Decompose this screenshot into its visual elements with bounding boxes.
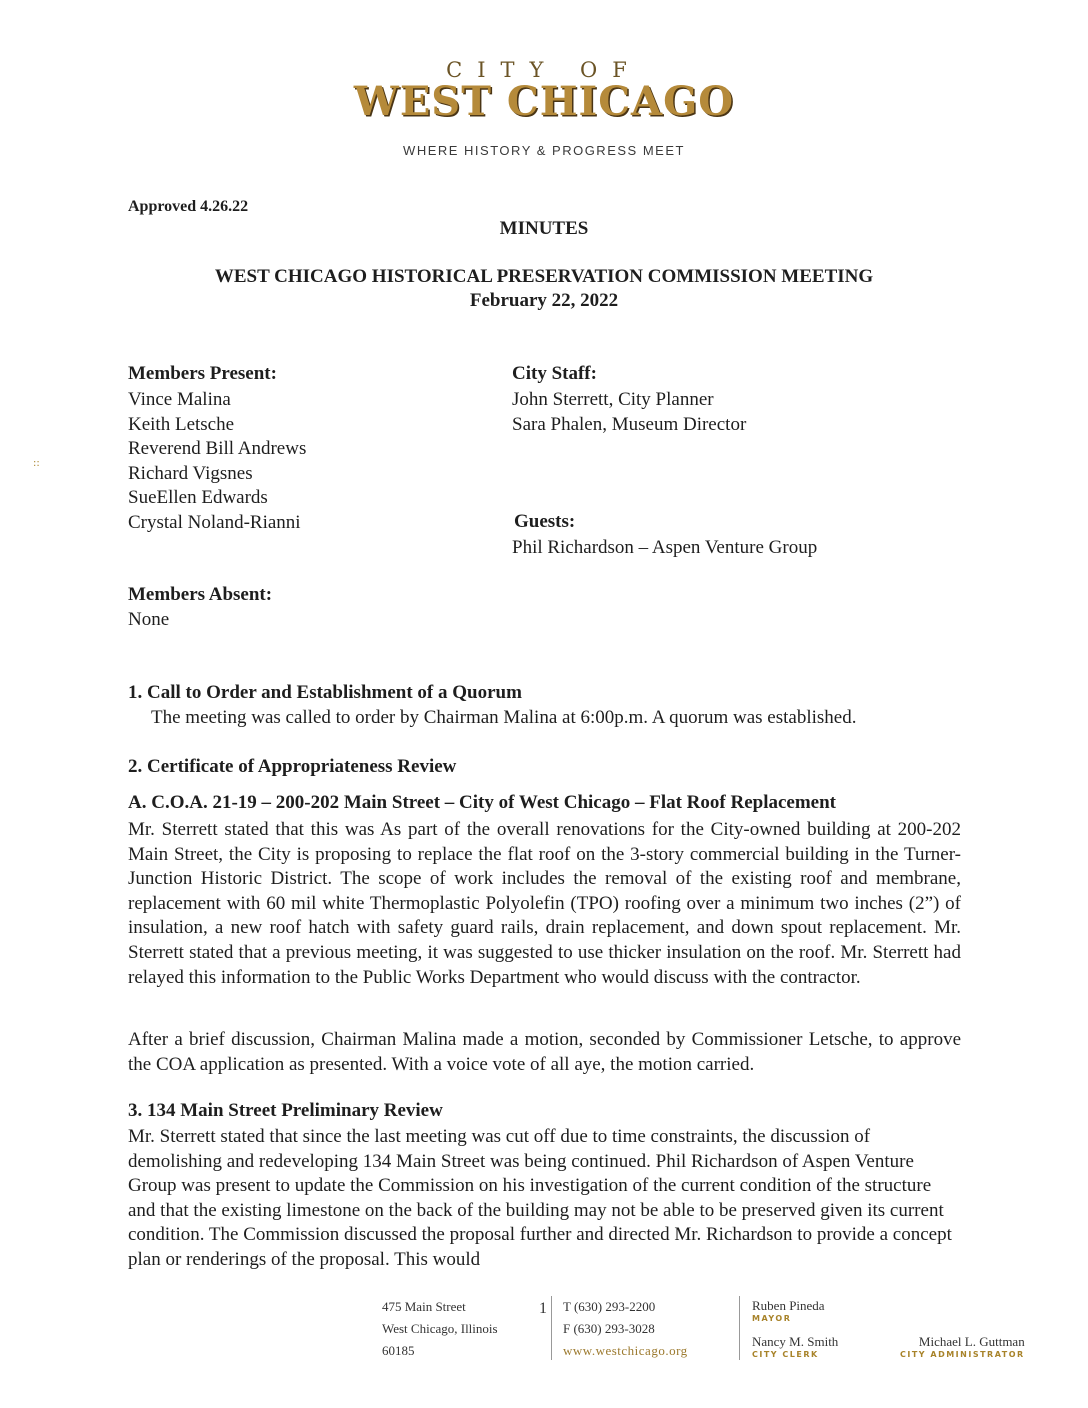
guests-heading: Guests:: [514, 511, 576, 532]
list-item: SueEllen Edwards: [128, 487, 268, 509]
logo-city-of: CITY OF: [446, 58, 642, 82]
page-number: 1: [539, 1300, 547, 1317]
footer-fax: F (630) 293-3028: [563, 1321, 655, 1336]
logo-city-name: WEST CHICAGO: [353, 78, 735, 125]
guests-list: [512, 536, 817, 561]
document-title: MINUTES: [499, 218, 589, 239]
administrator-role: CITY ADMINISTRATOR: [900, 1350, 1025, 1359]
tagline: WHERE HISTORY & PROGRESS MEET: [403, 143, 685, 158]
footer-address-line: 475 Main Street: [382, 1299, 466, 1314]
members-absent-heading: Members Absent:: [128, 584, 273, 605]
mayor-role: MAYOR: [752, 1314, 792, 1323]
meeting-title: WEST CHICAGO HISTORICAL PRESERVATION COMMISSION MEETING: [214, 266, 874, 287]
clerk-role: CITY CLERK: [752, 1350, 819, 1359]
list-item: Phil Richardson – Aspen Venture Group: [512, 537, 818, 558]
section-1-heading: 1. Call to Order and Establishment of a Quorum: [128, 682, 522, 703]
city-staff-list: [512, 388, 746, 437]
footer-contact: [563, 1296, 688, 1362]
city-staff-heading: City Staff:: [512, 363, 597, 384]
clerk-name: Nancy M. Smith: [752, 1334, 839, 1349]
list-item: Sara Phalen, Museum Director: [512, 413, 747, 435]
members-present-heading: Members Present:: [128, 363, 277, 384]
mayor-name: Ruben Pineda: [752, 1298, 825, 1313]
footer-address-line: 60185: [382, 1343, 415, 1358]
section-3-paragraph-1: Mr. Sterrett stated that since the last meeting was cut off due to time constraints, the discussion of demolishing and redeveloping 134 Main Street was being continued. Phil Richardson of Aspen Venture Group was present to update the Commission on his investigation of the current condition of the structure and that the existing limestone on the back of the building may not be able to be preserved given its current condition. The Commission discussed the proposal further and directed Mr. Richardson to provide a concept plan or renderings of the proposal. This would: [128, 1126, 952, 1270]
section-3-heading: 3. 134 Main Street Preliminary Review: [128, 1100, 443, 1121]
margin-marker: ::: [33, 458, 40, 469]
footer-mayor: [752, 1298, 825, 1323]
list-item: Crystal Noland-Rianni: [128, 511, 301, 533]
list-item: Richard Vigsnes: [128, 462, 253, 484]
footer-website-link[interactable]: www.westchicago.org: [563, 1343, 688, 1358]
approved-date: Approved 4.26.22: [128, 198, 249, 215]
section-1-text: The meeting was called to order by Chairman Malina at 6:00p.m. A quorum was established.: [151, 707, 857, 728]
section-2a-paragraph-2: After a brief discussion, Chairman Malina made a motion, seconded by Commissioner Letsche, to approve the COA application as presented. With a voice vote of all aye, the motion carried.: [128, 1029, 961, 1075]
section-2a-paragraph-1: Mr. Sterrett stated that this was As part of the overall renovations for the City-owned building at 200-202 Main Street, the City is proposing to replace the flat roof on the 3-story commercial building in the Turner-Junction Historic District. The scope of work includes the removal of the existing roof and membrane, replacement with 60 mil white Thermoplastic Polyolefin (TPO) roofing over a minimum two inches (2”) of insulation, a new roof hatch with safety guard rails, drain replacement, and down spout replacement. Mr. Sterrett stated that a previous meeting, it was suggested to use thicker insulation on the roof. Mr. Sterrett had relayed this information to the Public Works Department who would discuss with the contractor.: [128, 819, 961, 988]
footer-phone: T (630) 293-2200: [563, 1299, 656, 1314]
list-item: Vince Malina: [128, 389, 231, 410]
footer-administrator: [900, 1334, 1025, 1359]
meeting-date: February 22, 2022: [469, 290, 619, 311]
footer-divider: [551, 1296, 552, 1360]
members-absent-list: [128, 608, 169, 633]
list-item: Reverend Bill Andrews: [128, 438, 307, 460]
list-item: Keith Letsche: [128, 413, 235, 435]
list-item: None: [128, 609, 170, 630]
section-2-heading: 2. Certificate of Appropriateness Review: [128, 756, 457, 777]
footer-divider: [739, 1296, 740, 1360]
section-2a-heading: A. C.O.A. 21-19 – 200-202 Main Street – City of West Chicago – Flat Roof Replacement: [128, 792, 837, 813]
members-present-list: [128, 388, 306, 536]
list-item: John Sterrett, City Planner: [512, 389, 714, 410]
footer-address-line: West Chicago, Illinois: [382, 1321, 498, 1336]
administrator-name: Michael L. Guttman: [918, 1334, 1025, 1349]
footer-clerk: [752, 1334, 838, 1359]
footer-address: [382, 1296, 498, 1362]
